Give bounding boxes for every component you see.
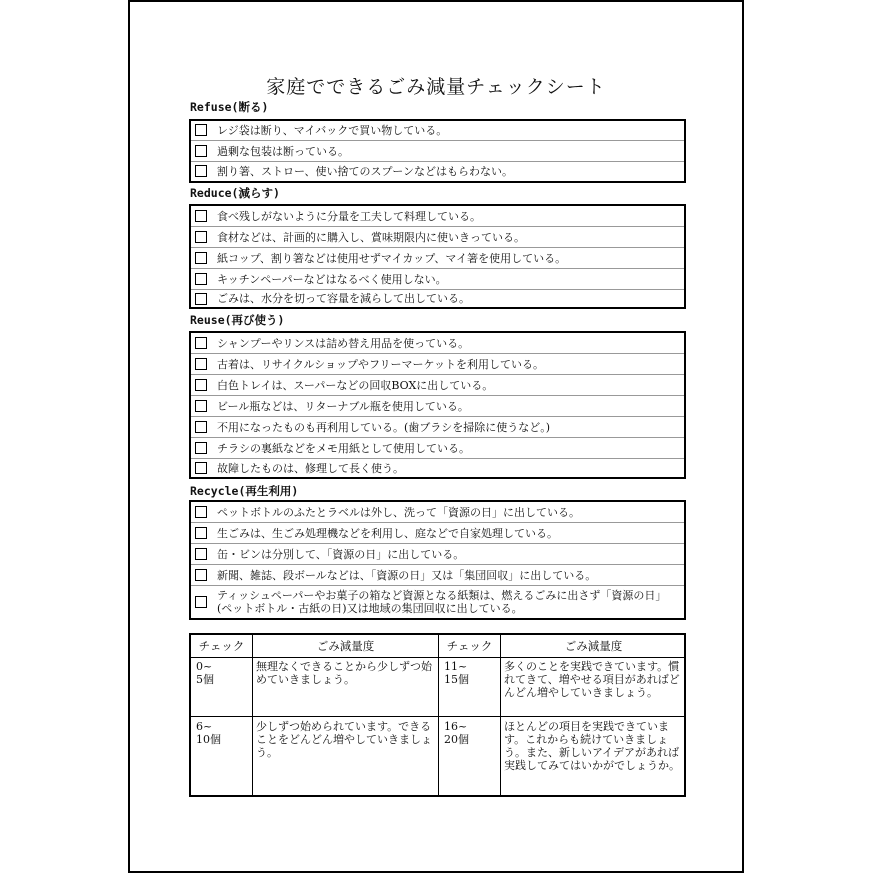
section-heading-recycle: Recycle(再生利用) <box>190 484 299 498</box>
checklist-item-label: 割り箸、ストロー、使い捨てのスプーンなどはもらわない。 <box>217 165 514 178</box>
checklist-item <box>191 459 684 477</box>
table-cell-count: 6~ 10個 <box>196 720 221 746</box>
checkbox[interactable] <box>195 400 207 412</box>
checklist-item-label: 白色トレイは、スーパーなどの回収BOXに出している。 <box>217 379 494 392</box>
checklist-item-label: ごみは、水分を切って容量を減らして出している。 <box>217 292 470 305</box>
section-heading-reduce: Reduce(減らす) <box>190 186 280 200</box>
table-divider <box>191 716 684 717</box>
checklist-item-label: 食べ残しがないように分量を工夫して料理している。 <box>217 210 481 223</box>
page-title: 家庭でできるごみ減量チェックシート <box>266 76 606 98</box>
table-cell-count: 0~ 5個 <box>196 660 214 686</box>
checklist-item <box>191 417 684 438</box>
checkbox[interactable] <box>195 252 207 264</box>
checklist-item <box>191 121 684 141</box>
checklist-reuse <box>189 331 686 479</box>
table-header-check: チェック <box>446 639 493 653</box>
table-header-check: チェック <box>198 639 245 653</box>
checkbox[interactable] <box>195 548 207 560</box>
checklist-item <box>191 290 684 307</box>
table-cell-text: 多くのことを実践できています。慣れてきて、増やせる項目があればどんどん増やしていきましょう。 <box>504 660 680 699</box>
section-heading-refuse: Refuse(断る) <box>190 100 269 114</box>
table-cell-count: 11~ 15個 <box>444 660 469 686</box>
checkbox[interactable] <box>195 569 207 581</box>
checklist-item <box>191 269 684 290</box>
section-heading-reuse: Reuse(再び使う) <box>190 313 285 327</box>
table-cell-count: 16~ 20個 <box>444 720 469 746</box>
checklist-item <box>191 544 684 565</box>
checklist-item <box>191 354 684 375</box>
checklist-refuse <box>189 119 686 183</box>
checklist-item <box>191 333 684 354</box>
checkbox[interactable] <box>195 124 207 136</box>
checkbox[interactable] <box>195 145 207 157</box>
checklist-item <box>191 206 684 227</box>
checkbox[interactable] <box>195 165 207 177</box>
checklist-item-label: シャンプーやリンスは詰め替え用品を使っている。 <box>217 337 470 350</box>
checkbox[interactable] <box>195 293 207 305</box>
checkbox[interactable] <box>195 379 207 391</box>
table-cell-text: ほとんどの項目を実践できています。これからも続けていきましょう。また、新しいアイデアがあれば実践してみてはいかがでしょうか。 <box>504 720 680 772</box>
checkbox[interactable] <box>195 527 207 539</box>
checklist-item <box>191 523 684 544</box>
checklist-item-label: ティッシュペーパーやお菓子の箱など資源となる紙類は、燃えるごみに出さず「資源の日」(ペットボトル・古紙の日)又は地域の集団回収に出している。 <box>217 589 667 615</box>
checklist-item-label: 古着は、リサイクルショップやフリーマーケットを利用している。 <box>217 358 544 371</box>
checklist-item <box>191 227 684 248</box>
checklist-item-label: 故障したものは、修理して長く使う。 <box>217 462 404 475</box>
checkbox[interactable] <box>195 506 207 518</box>
checkbox[interactable] <box>195 358 207 370</box>
checklist-item <box>191 248 684 269</box>
checkbox[interactable] <box>195 421 207 433</box>
reduction-level-table <box>189 633 686 797</box>
checklist-item <box>191 502 684 523</box>
table-header-level: ごみ減量度 <box>316 639 375 653</box>
checklist-recycle <box>189 500 686 620</box>
checkbox[interactable] <box>195 596 207 608</box>
checkbox[interactable] <box>195 210 207 222</box>
table-header-level: ごみ減量度 <box>564 639 623 653</box>
table-divider <box>252 635 253 795</box>
checklist-item-label: 缶・ビンは分別して、「資源の日」に出している。 <box>217 548 465 561</box>
checkbox[interactable] <box>195 442 207 454</box>
table-divider <box>500 635 501 795</box>
table-cell-text: 無理なくできることから少しずつ始めていきましょう。 <box>256 660 432 686</box>
checklist-item <box>191 438 684 459</box>
checklist-item-label: 紙コップ、割り箸などは使用せずマイカップ、マイ箸を使用している。 <box>217 252 567 265</box>
table-divider <box>438 635 439 795</box>
checkbox[interactable] <box>195 462 207 474</box>
checklist-item-label: 食材などは、計画的に購入し、賞味期限内に使いきっている。 <box>217 231 525 244</box>
checklist-item-label: 過剰な包装は断っている。 <box>217 145 349 158</box>
checklist-item-label: ビール瓶などは、リターナブル瓶を使用している。 <box>217 400 469 413</box>
table-divider <box>191 657 684 658</box>
checkbox[interactable] <box>195 273 207 285</box>
checkbox[interactable] <box>195 231 207 243</box>
checklist-item-label: 生ごみは、生ごみ処理機などを利用し、庭などで自家処理している。 <box>217 527 558 540</box>
checklist-item <box>191 141 684 162</box>
checklist-item-label: 新聞、雑誌、段ボールなどは、「資源の日」又は「集団回収」に出している。 <box>217 569 597 582</box>
checklist-item <box>191 375 684 396</box>
checklist-item <box>191 162 684 181</box>
checklist-item <box>191 565 684 586</box>
table-cell-text: 少しずつ始められています。できることをどんどん増やしていきましょう。 <box>256 720 432 759</box>
checklist-item-label: ペットボトルのふたとラベルは外し、洗って「資源の日」に出している。 <box>217 506 580 519</box>
checklist-item <box>191 586 684 618</box>
checklist-item <box>191 396 684 417</box>
checklist-item-label: レジ袋は断り、マイバックで買い物している。 <box>217 124 448 137</box>
checklist-item-label: チラシの裏紙などをメモ用紙として使用している。 <box>217 442 470 455</box>
checklist-reduce <box>189 204 686 309</box>
checkbox[interactable] <box>195 337 207 349</box>
checklist-item-label: キッチンペーパーなどはなるべく使用しない。 <box>217 273 447 286</box>
checklist-item-label: 不用になったものも再利用している。(歯ブラシを掃除に使うなど。) <box>217 421 551 434</box>
